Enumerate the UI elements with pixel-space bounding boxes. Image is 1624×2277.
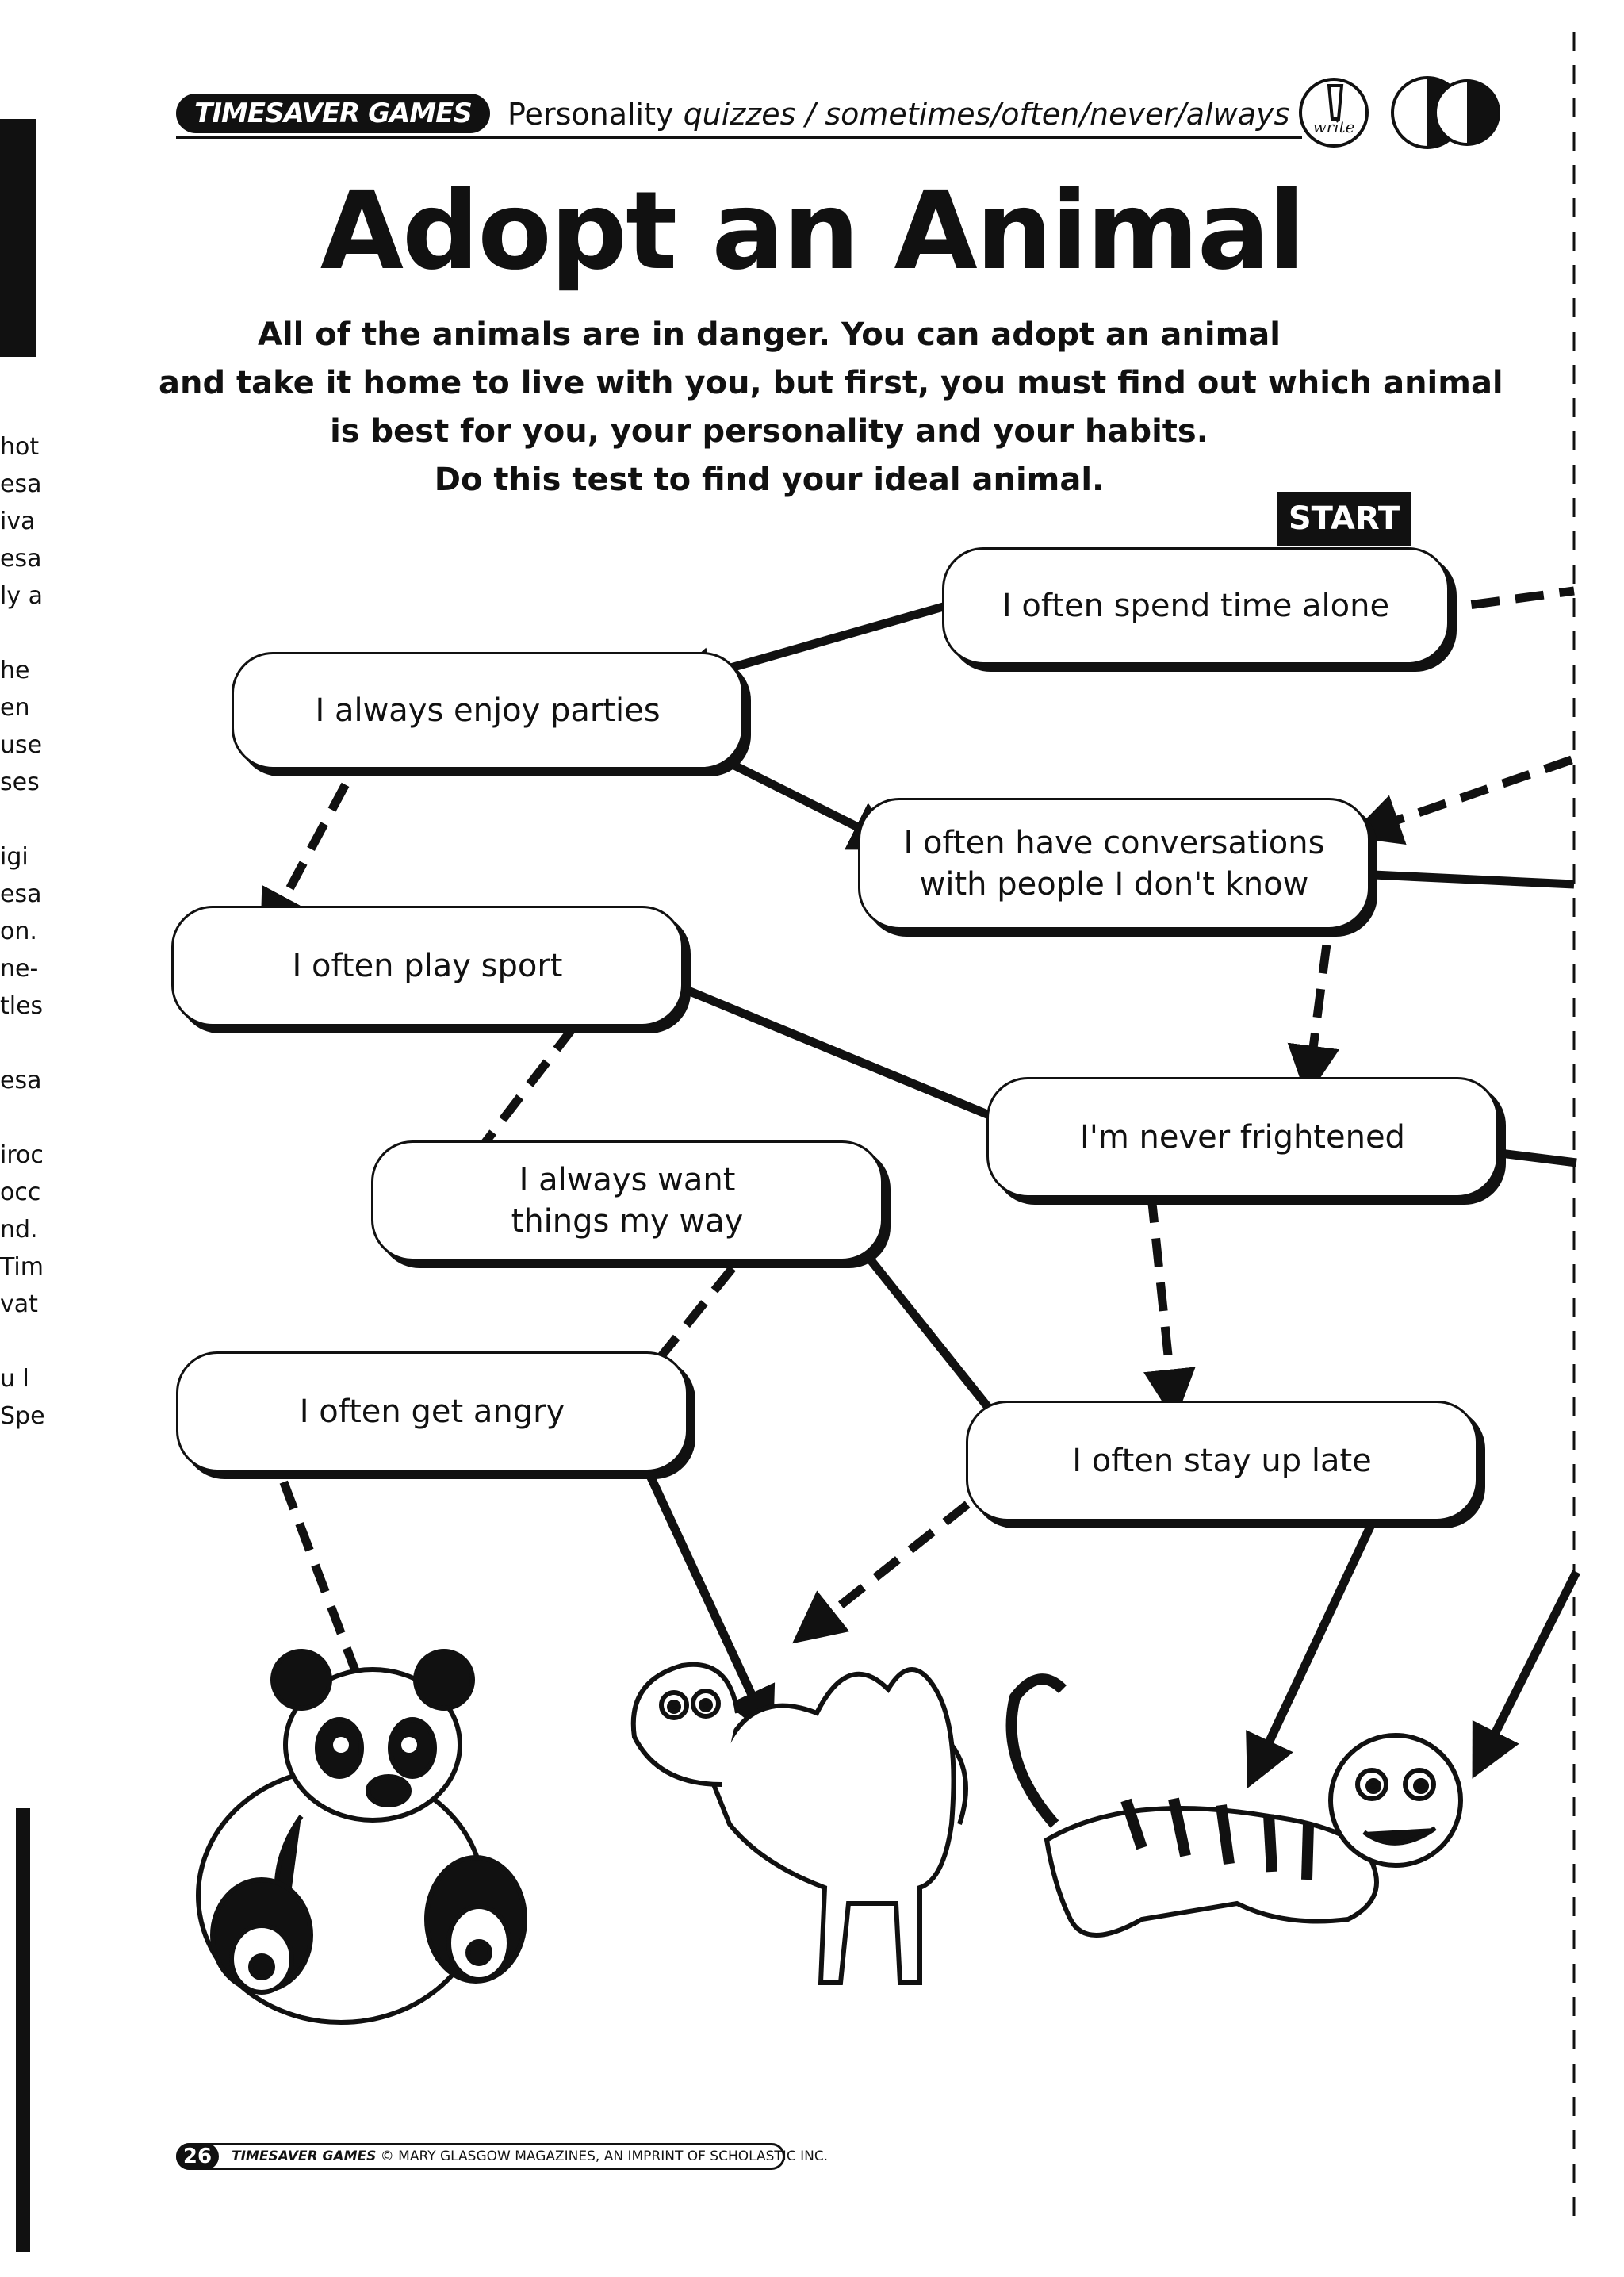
fragment-text: ly a (0, 582, 44, 610)
write-badge (1297, 76, 1370, 149)
start-label: START (1277, 492, 1411, 546)
fragment-text (0, 1099, 36, 1137)
intro-text (159, 311, 1503, 504)
panda-illustration (198, 1651, 525, 2022)
intro-line: All of the animals are in danger. You can adopt an animal (258, 316, 1281, 353)
previous-page-fragments (0, 428, 45, 1435)
fragment-text: use (0, 731, 43, 759)
fragment-text: hot (0, 433, 40, 461)
fragment-text: esa (0, 1067, 42, 1094)
arrow-right-in-to-conversations (1361, 760, 1572, 833)
node-often-play-sport (171, 906, 684, 1026)
fragment-text: esa (0, 880, 42, 908)
header-rule (176, 136, 1302, 139)
node-label: I always enjoy parties (315, 692, 661, 729)
fragment-text (0, 1025, 36, 1062)
fragment-text: occ (0, 1179, 41, 1206)
left-edge-bar-bottom (16, 1808, 30, 2252)
node-label: I always want (519, 1162, 736, 1198)
subtitle-rest: / sometimes/often/never/always (795, 97, 1290, 132)
fragment-text: iroc (0, 1141, 44, 1169)
arrow-parties-to-sport (266, 746, 366, 932)
fragment-text: esa (0, 470, 42, 498)
fragment-text: he (0, 657, 30, 684)
node-label: things my way (511, 1203, 744, 1240)
node-label: I often stay up late (1072, 1443, 1372, 1479)
node-label: I often have conversations (903, 825, 1325, 861)
node-often-have-conversations (858, 798, 1370, 930)
series-label: TIMESAVER GAMES (176, 94, 490, 133)
fragment-text: igi (0, 843, 29, 871)
node-often-spend-time-alone (942, 547, 1450, 665)
arrow-late-to-tiger (1253, 1489, 1388, 1777)
toggle-icon-fill (1467, 81, 1499, 144)
node-often-get-angry (176, 1351, 688, 1472)
node-always-want-my-way (371, 1140, 883, 1261)
fragment-text: nd. (0, 1216, 38, 1244)
fragment-text: Tim (0, 1253, 44, 1281)
node-label: I often get angry (299, 1393, 565, 1430)
tiger-illustration (1012, 1679, 1461, 1935)
fragment-text: iva (0, 508, 36, 535)
fragment-text (0, 1323, 36, 1360)
camel-illustration (634, 1665, 966, 1983)
fragment-text: en (0, 694, 30, 722)
node-always-enjoy-parties (232, 652, 744, 769)
fragment-text (0, 801, 36, 838)
footer-credit (232, 2147, 828, 2166)
fragment-text: u l (0, 1365, 29, 1393)
fragment-text (0, 615, 36, 652)
page-subtitle (508, 95, 1289, 133)
subtitle-italic: quizzes (683, 97, 796, 132)
node-label: with people I don't know (919, 866, 1309, 903)
node-label: I often play sport (292, 948, 563, 984)
fragment-text: ne- (0, 955, 39, 983)
fragment-text: ses (0, 769, 40, 796)
fragment-text: tles (0, 992, 44, 1020)
page-title: Adopt an Animal (320, 169, 1304, 294)
arrow-conversations-right-exit (1373, 875, 1574, 884)
node-label: I often spend time alone (1002, 588, 1390, 624)
node-often-stay-up-late (966, 1401, 1478, 1521)
fragment-text: Spe (0, 1402, 45, 1430)
fragment-text: esa (0, 545, 42, 573)
footer-credit-text: © MARY GLASGOW MAGAZINES, AN IMPRINT OF SCHOLASTIC INC. (376, 2149, 829, 2164)
subtitle-plain: Personality (508, 97, 684, 132)
intro-line: is best for you, your personality and your habits. (330, 413, 1208, 450)
fragment-text: on. (0, 918, 37, 945)
node-never-frightened (986, 1077, 1499, 1198)
fragment-text: vat (0, 1290, 38, 1318)
node-label: I'm never frightened (1080, 1119, 1405, 1156)
page-number: 26 (176, 2143, 219, 2170)
footer-series: TIMESAVER GAMES (232, 2149, 377, 2164)
write-label: write (1312, 117, 1355, 136)
intro-line: Do this test to find your ideal animal. (434, 462, 1105, 498)
intro-line: and take it home to live with you, but first, you must find out which animal (159, 365, 1503, 401)
arrow-right-in-to-tiger (1478, 1572, 1576, 1767)
